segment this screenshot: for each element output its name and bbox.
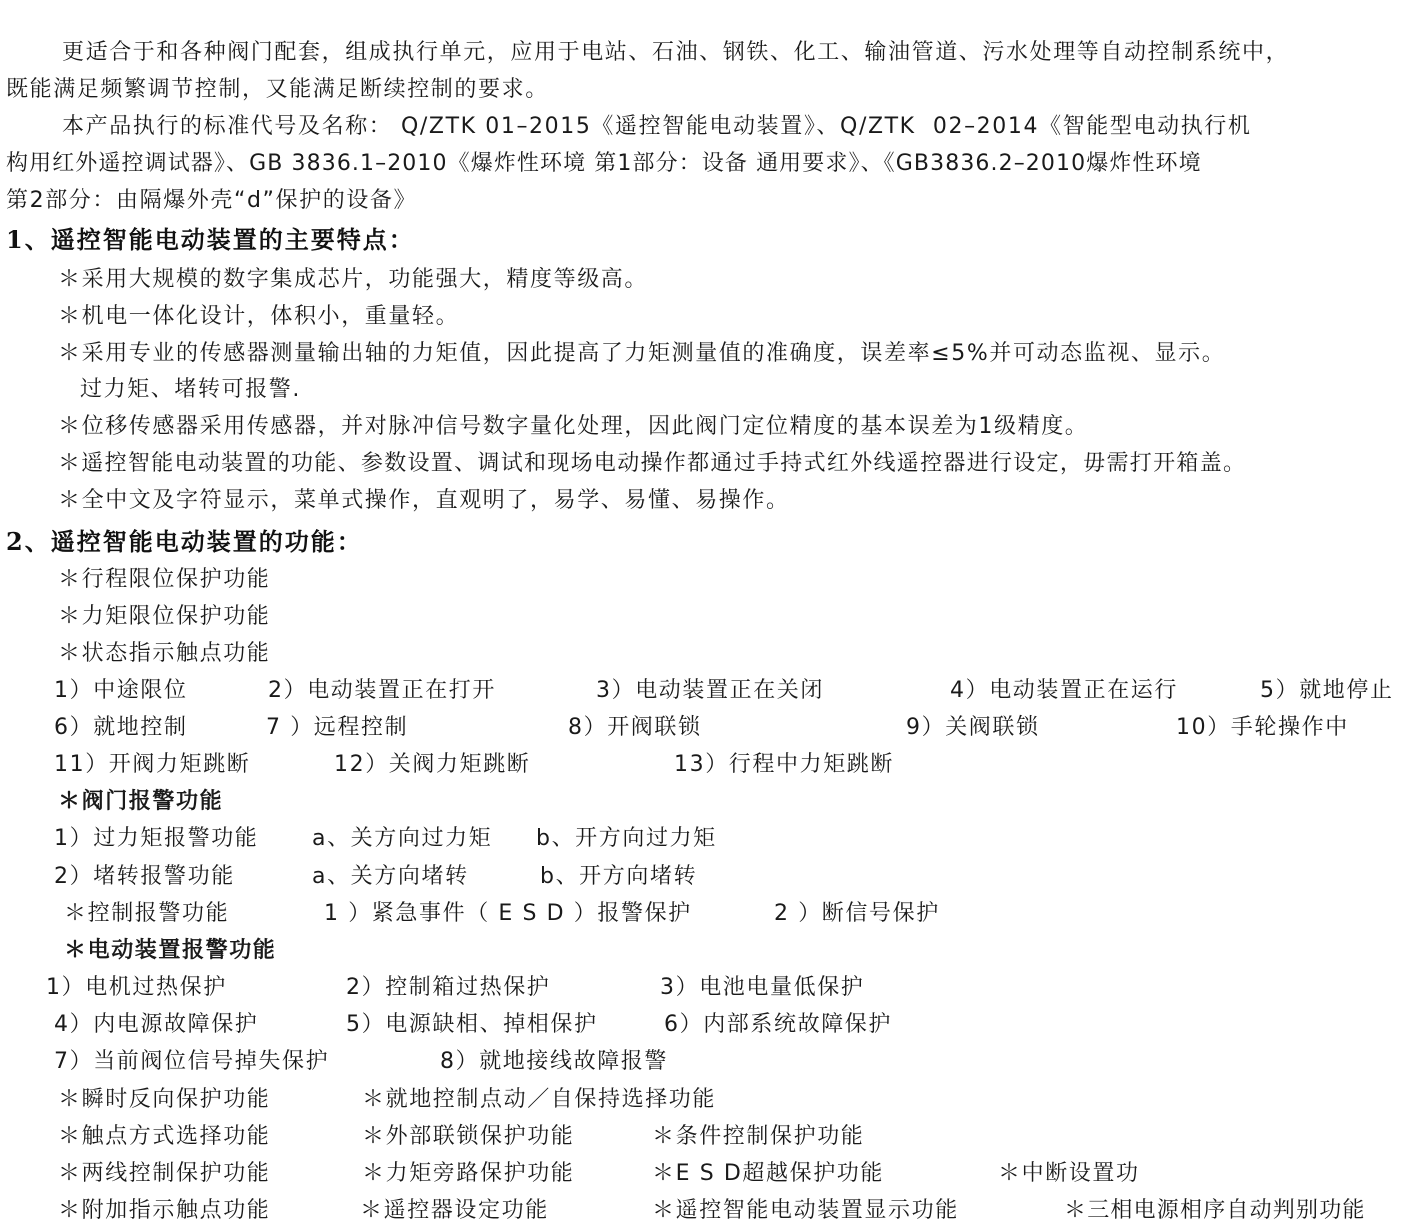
alarm-item: b、开方向过力矩 <box>536 826 717 851</box>
function-item: ＊附加指示触点功能 <box>58 1198 271 1223</box>
status-item: 3）电动装置正在关闭 <box>596 678 824 703</box>
status-item: 9）关阀联锁 <box>906 715 1040 740</box>
function-item: ＊行程限位保护功能 <box>58 567 271 592</box>
feature-item: ＊采用专业的传感器测量输出轴的力矩值，因此提高了力矩测量值的准确度，误差率≤5%并可动态监视、显示。 <box>58 341 1226 366</box>
feature-item: ＊采用大规模的数字集成芯片，功能强大，精度等级高。 <box>58 267 649 292</box>
alarm-item: 2 ）断信号保护 <box>774 901 940 926</box>
function-item: ＊E S D超越保护功能 <box>652 1161 884 1186</box>
status-item: 13）行程中力矩跳断 <box>674 752 894 777</box>
feature-item: ＊遥控智能电动装置的功能、参数设置、调试和现场电动操作都通过手持式红外线遥控器进行设定，毋需打开箱盖。 <box>58 451 1247 476</box>
standards-line-1: 本产品执行的标准代号及名称： Q/ZTK 01–2015《遥控智能电动装置》、Q/ZTK 02–2014《智能型电动执行机 <box>62 114 1252 139</box>
alarm-item: 2）堵转报警功能 <box>54 864 235 889</box>
alarm-item: a、关方向过力矩 <box>312 826 493 851</box>
alarm-item: 1）过力矩报警功能 <box>54 826 259 851</box>
status-item: 7 ）远程控制 <box>266 715 409 740</box>
function-grid-row <box>0 1122 1424 1152</box>
valve-alarm-row <box>0 824 1424 854</box>
status-item: 6）就地控制 <box>54 715 188 740</box>
function-item: ＊瞬时反向保护功能 <box>58 1087 271 1112</box>
device-alarm-title: ＊电动装置报警功能 <box>64 938 277 963</box>
alarm-item: 5）电源缺相、掉相保护 <box>346 1012 598 1037</box>
alarm-item: 4）内电源故障保护 <box>54 1012 259 1037</box>
function-grid-row <box>0 1085 1424 1115</box>
function-item: ＊两线控制保护功能 <box>58 1161 271 1186</box>
alarm-item: 1 ）紧急事件（ E S D ）报警保护 <box>324 901 692 926</box>
standards-line-3: 第2部分：由隔爆外壳“d”保护的设备》 <box>6 188 418 213</box>
control-alarm-row <box>0 899 1424 929</box>
status-item: 2）电动装置正在打开 <box>268 678 496 703</box>
function-item: ＊条件控制保护功能 <box>652 1124 865 1149</box>
function-item: ＊遥控智能电动装置显示功能 <box>652 1198 959 1223</box>
alarm-item: 8）就地接线故障报警 <box>440 1049 668 1074</box>
feature-item: ＊全中文及字符显示，菜单式操作，直观明了，易学、易懂、易操作。 <box>58 488 790 513</box>
status-item: 4）电动装置正在运行 <box>950 678 1178 703</box>
feature-item: ＊位移传感器采用传感器，并对脉冲信号数字量化处理，因此阀门定位精度的基本误差为1级精度。 <box>58 414 1089 439</box>
valve-alarm-title: ＊阀门报警功能 <box>58 789 224 814</box>
status-item: 12）关阀力矩跳断 <box>334 752 531 777</box>
function-item: ＊力矩限位保护功能 <box>58 604 271 629</box>
device-alarm-row <box>0 1010 1424 1040</box>
status-item: 8）开阀联锁 <box>568 715 702 740</box>
function-item: ＊遥控器设定功能 <box>360 1198 549 1223</box>
function-grid-row <box>0 1159 1424 1189</box>
alarm-item: 6）内部系统故障保护 <box>664 1012 892 1037</box>
standards-line-2: 构用红外遥控调试器》、GB 3836.1–2010《爆炸性环境 第1部分：设备 通用要求》、《GB3836.2–2010爆炸性环境 <box>6 151 1202 176</box>
valve-alarm-row <box>0 862 1424 892</box>
alarm-item: b、开方向堵转 <box>540 864 698 889</box>
alarm-item: 1）电机过热保护 <box>46 975 227 1000</box>
feature-item-continuation: 过力矩、堵转可报警. <box>80 377 301 402</box>
device-alarm-row <box>0 973 1424 1003</box>
feature-item: ＊机电一体化设计，体积小，重量轻。 <box>58 304 460 329</box>
function-item: ＊三相电源相序自动判别功能 <box>1064 1198 1366 1223</box>
device-alarm-row <box>0 1047 1424 1077</box>
alarm-item: 2）控制箱过热保护 <box>346 975 551 1000</box>
status-item: 10）手轮操作中 <box>1176 715 1349 740</box>
function-item: ＊外部联锁保护功能 <box>362 1124 575 1149</box>
intro-line-1: 更适合于和各种阀门配套，组成执行单元，应用于电站、石油、钢铁、化工、输油管道、污水处理等自动控制系统中， <box>62 40 1290 65</box>
status-list-row <box>0 676 1424 706</box>
function-item: ＊触点方式选择功能 <box>58 1124 271 1149</box>
section-2-heading: 2、遥控智能电动装置的功能： <box>6 527 363 556</box>
function-grid-row <box>0 1196 1424 1226</box>
status-list-row <box>0 713 1424 743</box>
alarm-item: a、关方向堵转 <box>312 864 469 889</box>
status-item: 11）开阀力矩跳断 <box>54 752 251 777</box>
alarm-item: 3）电池电量低保护 <box>660 975 865 1000</box>
status-item: 5）就地停止 <box>1260 678 1394 703</box>
intro-line-2: 既能满足频繁调节控制，又能满足断续控制的要求。 <box>6 77 549 102</box>
status-item: 1）中途限位 <box>54 678 188 703</box>
section-1-heading: 1、遥控智能电动装置的主要特点： <box>6 225 415 254</box>
status-list-row <box>0 750 1424 780</box>
alarm-item: 7）当前阀位信号掉失保护 <box>54 1049 330 1074</box>
function-item: ＊力矩旁路保护功能 <box>362 1161 575 1186</box>
function-item: ＊就地控制点动／自保持选择功能 <box>362 1087 717 1112</box>
function-item: ＊状态指示触点功能 <box>58 641 271 666</box>
function-item: ＊中断设置功 <box>998 1161 1140 1186</box>
alarm-item: ＊控制报警功能 <box>64 901 230 926</box>
